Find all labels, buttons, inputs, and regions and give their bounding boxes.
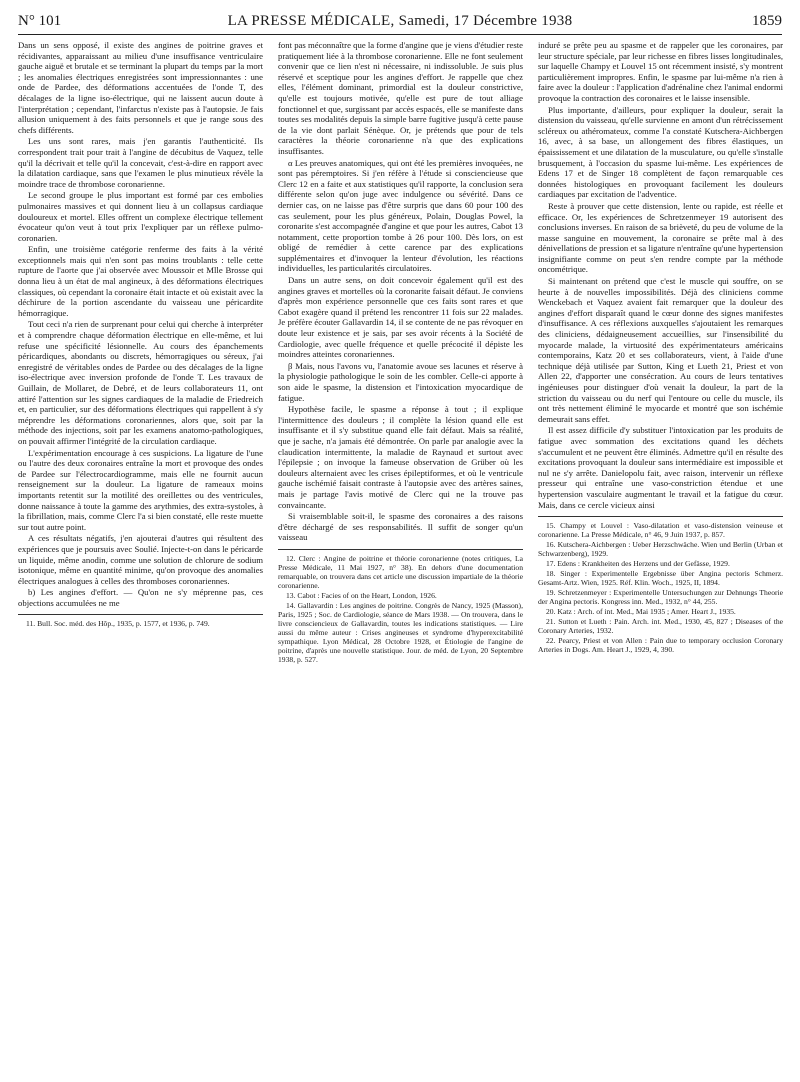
paragraph: α Les preuves anatomiques, qui ont été les premières invoquées, ne sont pas péremptoires. Si j'en réfère à l'étude si consciencieuse que Clerc 12 en a faite et aux statistiques qu'il rapporte, la conclusion sera différente selon qu'on juge avec indulgence ou sévérité. Dans ce dernier cas, on ne laisse pas d'être surpris que dans 60 pour 100 des cas seulement, pour les plus généreux, Polain, Douglas Powel, la coronarite s'est accompagnée d'angine et que pour les autres, Cabot 13 notamment, cette proportion tombe à 26 pour 100. Dès lors, on est obligé de remédier à cette carence par des explications supplémentaires et d'invoquer la lenteur d'évolution, les réactions individuelles, les particularités circulatoires. xyxy=(278,157,523,274)
footnote: 22. Pearcy, Priest et von Allen : Pain due to temporary occlusion Coronary Arteries in Dogs. Am. Heart J., 1929, 4, 390. xyxy=(538,636,783,655)
footnote: 14. Gallavardin : Les angines de poitrine. Congrès de Nancy, 1925 (Masson), Paris, 1925 ; Soc. de Cardiologie, séance de Mars 1938. — On trouvera, dans le livre consciencieux de Gallavardin, toutes les indications statistiques. — Lire aussi du même auteur : Crises angineuses et syndrome d'hyperexcitabilité sympathique. Lyon Médical, 28 Octobre 1928, et Étiologie de l'angine de poitrine, d'après une nouvelle statistique. Jour. de méd. de Lyon, 20 Septembre 1938, p. 527. xyxy=(278,600,523,664)
column-2 xyxy=(278,40,523,1070)
paragraph: Hypothèse facile, le spasme a réponse à tout ; il explique l'intermittence des douleurs ; il complète la lésion quand elle est insuffisante et il s'y substitue quand elle fait défaut. Mais sa réalité, que je sache, n'a jamais été démontrée. On parle par analogie avec la claudication intermittente, la maladie de Raynaud et surtout avec l'épilepsie ; on invoque la fameuse observation de Grüber où les douleurs alternaient avec les crises épileptiformes, et où le ventricule gauche ischémié faisait contraste à l'autopsie avec des artères saines, mais je partage l'avis motivé de Clerc qui ne la trouve pas convaincante. xyxy=(278,404,523,510)
journal-title: LA PRESSE MÉDICALE, Samedi, 17 Décembre 1938 xyxy=(227,13,573,29)
footnotes xyxy=(278,554,523,664)
paragraph: Dans un autre sens, on doit concevoir également qu'il est des angines graves et mortelles où la coronarite faisait défaut. Je conviens d'après mon expérience personnelle que ces faits sont rares et que Cabot exagère quand il prétend les rencontrer 11 fois sur 22 malades. Je préfère écouter Gallavardin 14, il se contente de ne pas révoquer en doute leur existence et je sais, par ses avoir récents à la Société de Cardiologie, avec quelle fréquence et quelle précocité il dépiste les moindres atteintes coronariennes. xyxy=(278,275,523,360)
footnote: 17. Edens : Krankheiten des Herzens und der Gefässe, 1929. xyxy=(546,559,730,569)
paragraph: induré se prête peu au spasme et de rappeler que les coronaires, par leur structure spéciale, par leur richesse en fibres lisses longitudinales, sur laquelle Champy et Louvel 15 ont récemment insisté, s'y montrent particulièrement impropres. Enfin, le spasme par lui-même n'a rien à faire avec la douleur : l'application d'adrénaline chez l'animal endormi provoque la contraction des coronaires et le laisse insensible. xyxy=(538,40,783,103)
page-number: 1859 xyxy=(752,13,782,29)
paragraph: β Mais, nous l'avons vu, l'anatomie avoue ses lacunes et réserve à la physiologie pathologique le soin de les combler. Celle-ci apporte à son aide le spasme, la distension et l'intoxication myocardique de fatigue. xyxy=(278,360,523,403)
footnote-divider xyxy=(278,549,523,550)
paragraph: Le second groupe le plus important est formé par ces embolies pulmonaires massives et qui donnent lieu à un collapsus cardiaque douloureux et mortel. Elles offrent un complexe électrique tellement évocateur qu'on veut à tout prix l'expliquer par un réflexe pulmo-coronarien. xyxy=(18,190,263,243)
paragraph: Si vraisemblable soit-il, le spasme des coronaires a des raisons d'être déchargé de ses responsabilités. Il suffit de songer qu'un vaisseau xyxy=(278,511,523,543)
footnote: 20. Katz : Arch. of int. Med., Mai 1935 ; Amer. Heart J., 1935. xyxy=(546,607,736,617)
paragraph: L'expérimentation encourage à ces suspicions. La ligature de l'une ou l'autre des deux coronaires entraîne la mort et provoque des ondes de Pardee sur l'électrocardiogramme, mais elle ne fournit aucun renseignement sur la douleur. La ligature de rameaux moins importants retentit sur la motilité des oreillettes ou des ventricules, donne naissance à toute la gamme des arythmies, des extra-systoles, à la fibrillation, mais, comme Clerc l'a si bien constaté, elle reste muette sur tout autre point. xyxy=(18,447,263,532)
paragraph: Si maintenant on prétend que c'est le muscle qui souffre, on se heurte à de nouvelles impossibilités. Déjà des cliniciens comme Wenckebach et Vaquez avaient fait remarquer que la douleur des angines d'effort disparaît quand le cœur donne des signes manifestes d'insuffisance. A ces réflexions auxquelles s'ajoutaient les remarques des cliniciens, dédaigneusement accueillies, sur l'insensibilité du myocarde malade, la virtuosité des expérimentateurs américains contemporains, Katz 20 et ses collaborateurs, vient, à l'aide d'une technique déjà utilisée par Sutton, King et Lueth 21, Priest et von Allen 22, d'apporter une consécration. Au cours de leurs tentatives ingénieuses pour distinguer d'où venait la douleur, la part de la striction du vaisseau ou du nerf qui l'entoure ou celle du muscle, ils ont très nettement éliminé le myocarde et montré que son ischémie demeurait sans effet. xyxy=(538,276,783,424)
footnote: 11. Bull. Soc. méd. des Hôp., 1935, p. 1577, et 1936, p. 749. xyxy=(26,619,210,629)
footnote-divider xyxy=(538,516,783,517)
footnote: 16. Kutschera-Aichbergen : Ueber Herzschwäche. Wien und Berlin (Urban et Schwarzenberg), 1929. xyxy=(538,540,783,559)
footnote-divider xyxy=(18,614,263,615)
footnote: 21. Sutton et Lueth : Pain. Arch. int. Med., 1930, 45, 827 ; Diseases of the Coronary Arteries, 1932. xyxy=(538,617,783,636)
paragraph: Reste à prouver que cette distension, lente ou rapide, est réelle et efficace. Or, les expériences de Schretzenmeyer 19 autorisent des conclusions inverses. En raison de sa brièveté, du peu de volume de la masse sanguine en mouvement, la coronaire se prête mal à des dénivellations de pression et sa ligature n'entraîne qu'une hypertension insignifiante comme on peut s'en rendre compte par la méthode oncométrique. xyxy=(538,200,783,275)
paragraph: A ces résultats négatifs, j'en ajouterai d'autres qui résultent des expériences que je poursuis avec Soulié. Injecte-t-on dans le péricarde un liquide, même anodin, comme une solution de chlorure de sodium isotonique, même en quantité minime, qu'on provoque des anomalies électriques analogues à celles des thromboses coronariennes. xyxy=(18,533,263,586)
paragraph: Les uns sont rares, mais j'en garantis l'authenticité. Ils correspondent trait pour trait à l'angine de décubitus de Vaquez, telle qu'il la décrivait et telle qu'il la concevait, c'est-à-dire en rapport avec la dilatation cardiaque, sans que l'examen le plus minutieux révèle la moindre trace de thrombose coronarienne. xyxy=(18,136,263,189)
paragraph: Plus importante, d'ailleurs, pour expliquer la douleur, serait la distension du vaisseau, qu'elle survienne en amont d'un rétrécissement scléreux ou athéromateux, comme l'a constaté Kutschera-Aichbergen 16, avec, à sa base, un allongement des fibres élastiques, un épaississement et une dilatation de la musculature, ou qu'elle s'installe brusquement, à l'occasion du spasme lui-même. Les expériences de Edens 17 et de Singer 18 complètent de façon remarquable ces données histologiques en provoquant facilement les douleurs cardiaques par excitation de l'adventice. xyxy=(538,104,783,200)
paragraph: font pas méconnaître que la forme d'angine que je viens d'étudier reste pratiquement liée à la thrombose coronarienne. Elle ne font seulement convenir que ce lien n'est ni nécessaire, ni indissoluble. Je suis plus réservé et sceptique pour les angines d'effort. Je rappelle que chez elles, l'élément dominant, primordial est la douleur constrictive, qu'elle est toujours motivée, qu'elle est pure de tout alliage fonctionnel et que, surgissant par accès espacés, elle se manifeste dans toutes ses modalités depuis la simple barre fugitive jusqu'à cette pause de la vie dont parlait Sénèque. Or, je prétends que pour de tels caractères la théorie coronarienne n'a que des explications insuffisantes. xyxy=(278,40,523,156)
paragraph: Dans un sens opposé, il existe des angines de poitrine graves et récidivantes, apparaissant au milieu d'une insuffisance ventriculaire gauche aiguë et brutale et se terminant la plupart du temps par la mort ; les anomalies électriques enregistrées sont impressionnantes : une onde de Pardee, des déformations accentuées de l'onde T, des décalages de la ligne iso-électrique, qui ne laissent aucun doute à l'interprétation ; cependant, l'infarctus n'existe pas à l'autopsie. Je fais allusion uniquement à des faits personnels et que je range sous des chefs différents. xyxy=(18,40,263,135)
column-3 xyxy=(538,40,783,1070)
footnote: 12. Clerc : Angine de poitrine et théorie coronarienne (notes critiques, La Presse Médicale, 11 Mai 1927, n° 38). En dehors d'une documentation remarquable, on trouvera dans cet article une discussion impartiale de la théorie coronarienne. xyxy=(278,553,523,590)
issue-number: N° 101 xyxy=(18,13,62,29)
footnote: 13. Cabot : Facies of on the Heart, London, 1926. xyxy=(286,590,437,600)
paragraph: Il est assez difficile d'y substituer l'intoxication par les produits de fatigue avec sommation des excitations quand les déchets s'accumulent et ne peuvent être éliminés. Admettre qu'il en résulte des excitations provoquant la douleur sans intermédiaire est impossible et nul ne s'y arrête. Danielopolu fait, avec raison, intervenir un réflexe presseur qui entraîne une vaso-constriction étendue et une hypertension vasculaire augmentant le travail et la fatigue du cœur. Mais, dans ce cercle vicieux ainsi xyxy=(538,425,783,510)
footnote: 19. Schretzenmeyer : Experimentelle Untersuchungen zur Dehnungs Theorie der Angina pectoris. Kongress inn. Med., 1932, n° 44, 255. xyxy=(538,588,783,607)
footnote: 18. Singer : Experimentelle Ergebnisse über Angina pectoris Schmerz. Gesamt-Artz. Wien, 1925. Réf. Klin. Woch., 1925, II, 1894. xyxy=(538,569,783,588)
section-heading-effort: b) Les angines d'effort. — Qu'on ne s'y méprenne pas, ces objections accumulées ne me xyxy=(18,587,263,608)
footnotes xyxy=(538,521,783,654)
page-header xyxy=(18,8,782,35)
column-1 xyxy=(18,40,263,1070)
paragraph: Enfin, une troisième catégorie renferme des faits à la vérité exceptionnels mais qui n'en sont pas moins troublants : telle cette rupture de l'aorte que j'ai observée avec Moussoir et Mlle Brosse qui donna lieu à un état de mal angineux, à des déformations électriques classiques, où cependant la coronaire était intacte et où existait avec la déchirure de la portion ascendante du vaisseau une péricardite hémorragique. xyxy=(18,244,263,318)
footnotes xyxy=(18,619,263,628)
paragraph: Tout ceci n'a rien de surprenant pour celui qui cherche à interpréter et à comprendre chaque déformation électrique en elle-même, et lui refuse une spécificité lésionnelle. Au cours des épanchements péricardiques, abondants ou discrets, hémorragiques ou séreux, j'ai enregistré de véritables ondes de Pardee ou des décalages de la ligne iso-électrique avec inversion profonde de l'onde T. Les travaux de Guillain, de Mollaret, de Debré, et de leurs collaborateurs 11, ont attiré l'attention sur les signes cardiaques de la maladie de Friedreich et, en particulier, sur des déformations électriques qui rappellent à s'y méprendre les déformations coronariennes, alors que, soit par la méthode des injections, soit par les examens anatomo-pathologiques, on pouvait affirmer l'intégrité de la circulation cardiaque. xyxy=(18,319,263,446)
footnote: 15. Champy et Louvel : Vaso-dilatation et vaso-distension veineuse et coronarienne. La Presse Médicale, n° 46, 9 Juin 1937, p. 857. xyxy=(538,521,783,540)
